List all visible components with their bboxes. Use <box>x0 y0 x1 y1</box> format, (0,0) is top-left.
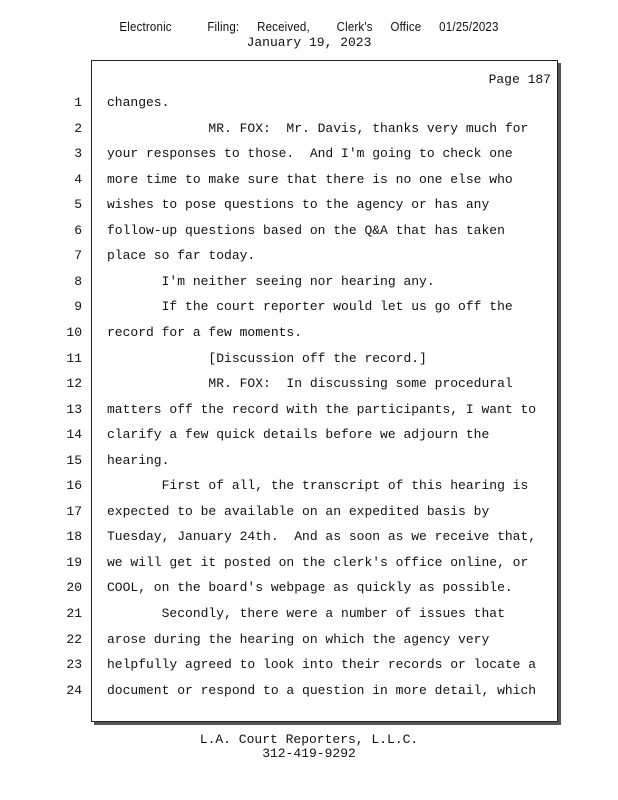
page-number: Page 187 <box>488 72 551 87</box>
line-number: 11 <box>66 351 82 366</box>
transcript-line-text: record for a few moments. <box>107 325 303 340</box>
transcript-line-text: I'm neither seeing nor hearing any. <box>107 274 435 289</box>
line-number: 13 <box>66 402 82 417</box>
line-number: 5 <box>74 197 82 212</box>
line-number: 4 <box>74 172 82 187</box>
line-number: 12 <box>66 376 82 391</box>
transcript-line-text: First of all, the transcript of this hearing is <box>107 478 529 493</box>
transcript-line-text: follow-up questions based on the Q&A that has taken <box>107 223 505 238</box>
line-number: 15 <box>66 453 82 468</box>
transcript-line-text: wishes to pose questions to the agency or has any <box>107 197 490 212</box>
transcript-line-text: clarify a few quick details before we adjourn the <box>107 427 490 442</box>
line-number: 19 <box>66 555 82 570</box>
transcript-line-text: MR. FOX: Mr. Davis, thanks very much for <box>107 121 529 136</box>
transcript-line-text: place so far today. <box>107 248 256 263</box>
transcript-line-text: [Discussion off the record.] <box>107 351 427 366</box>
line-number: 18 <box>66 529 82 544</box>
transcript-line-text: your responses to those. And I'm going to check one <box>107 146 513 161</box>
line-number: 6 <box>74 223 82 238</box>
hearing-date: January 19, 2023 <box>246 35 372 50</box>
transcript-line-text: more time to make sure that there is no one else who <box>107 172 513 187</box>
transcript-line-text: changes. <box>107 95 170 110</box>
transcript-line-text: MR. FOX: In discussing some procedural <box>107 376 513 391</box>
filing-stamp: Electronic Filing: Received, Clerk's Office 01/25/2023 <box>119 20 499 34</box>
line-number: 17 <box>66 504 82 519</box>
line-number: 10 <box>66 325 82 340</box>
transcript-line-text: Tuesday, January 24th. And as soon as we receive that, <box>107 529 537 544</box>
line-number: 3 <box>74 146 82 161</box>
line-number: 14 <box>66 427 82 442</box>
line-number: 9 <box>74 299 82 314</box>
line-number: 20 <box>66 580 82 595</box>
line-number: 1 <box>74 95 82 110</box>
transcript-line-text: document or respond to a question in more detail, which <box>107 683 537 698</box>
line-number: 21 <box>66 606 82 621</box>
line-number: 2 <box>74 121 82 136</box>
transcript-line-text: arose during the hearing on which the agency very <box>107 632 490 647</box>
transcript-line-text: helpfully agreed to look into their records or locate a <box>107 657 537 672</box>
court-reporter-name: L.A. Court Reporters, L.L.C. <box>199 732 419 747</box>
line-number: 8 <box>74 274 82 289</box>
transcript-line-text: hearing. <box>107 453 170 468</box>
transcript-line-text: expected to be available on an expedited basis by <box>107 504 490 519</box>
line-number: 23 <box>66 657 82 672</box>
court-reporter-phone: 312-419-9292 <box>262 746 356 761</box>
line-number: 7 <box>74 248 82 263</box>
transcript-line-text: we will get it posted on the clerk's office online, or <box>107 555 529 570</box>
transcript-line-text: matters off the record with the participants, I want to <box>107 402 537 417</box>
transcript-line-text: Secondly, there were a number of issues that <box>107 606 505 621</box>
line-number: 24 <box>66 683 82 698</box>
line-number: 16 <box>66 478 82 493</box>
line-number: 22 <box>66 632 82 647</box>
transcript-line-text: If the court reporter would let us go off the <box>107 299 513 314</box>
transcript-line-text: COOL, on the board's webpage as quickly as possible. <box>107 580 513 595</box>
